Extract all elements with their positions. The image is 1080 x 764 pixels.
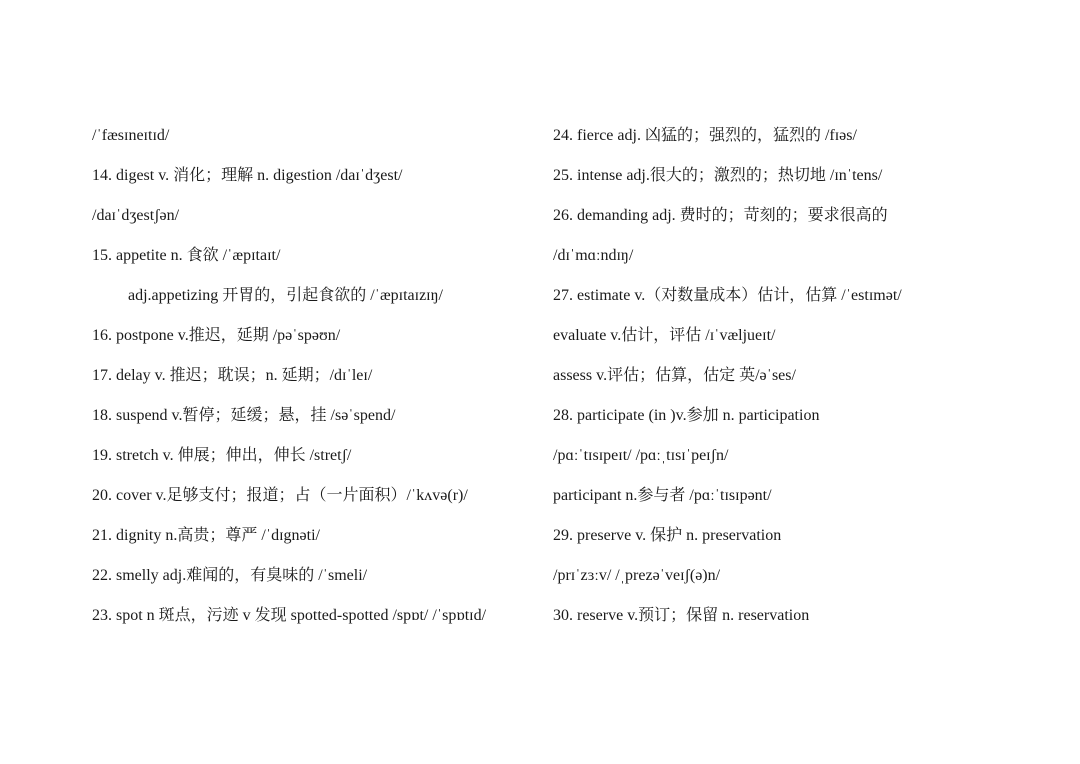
text-line: 19. stretch v. 伸展；伸出，伸长 /stretʃ/ [92,447,352,464]
left-column [92,116,542,636]
text-line: participant n.参与者 /pɑːˈtɪsɪpənt/ [553,487,772,504]
right-column [553,116,983,636]
text-line: 18. suspend v.暂停；延缓；悬，挂 /səˈspend/ [92,407,396,424]
text-line: 28. participate (in )v.参加 n. participation [553,407,820,424]
text-line: /prɪˈzɜːv/ /ˌprezəˈveɪʃ(ə)n/ [553,567,721,584]
text-line: 26. demanding adj. 费时的；苛刻的；要求很高的 [553,207,888,224]
text-line: 17. delay v. 推迟；耽误；n. 延期；/dɪˈleɪ/ [92,367,373,384]
text-line: 16. postpone v.推迟，延期 /pəˈspəʊn/ [92,327,341,344]
text-line: 27. estimate v.（对数量成本）估计，估算 /ˈestɪmət/ [553,287,902,304]
text-line: 21. dignity n.高贵；尊严 /ˈdɪgnəti/ [92,527,320,544]
text-line: 25. intense adj.很大的；激烈的；热切地 /ɪnˈtens/ [553,167,883,184]
text-line: 22. smelly adj.难闻的，有臭味的 /ˈsmeli/ [92,567,368,584]
text-line: 30. reserve v.预订；保留 n. reservation [553,607,810,624]
text-line: 14. digest v. 消化；理解 n. digestion /daɪˈdʒest/ [92,167,403,184]
text-line: 23. spot n 斑点，污迹 v 发现 spotted-spotted /spɒt/ /ˈspɒtɪd/ [92,607,487,624]
text-line: 24. fierce adj. 凶猛的；强烈的，猛烈的 /fɪəs/ [553,127,857,144]
text-line: evaluate v.估计，评估 /ɪˈvæljueɪt/ [553,327,776,344]
text-line: adj.appetizing 开胃的，引起食欲的 /ˈæpɪtaɪzɪŋ/ [128,287,443,304]
text-line: 29. preserve v. 保护 n. preservation [553,527,782,544]
text-line: assess v.评估；估算，估定 英/əˈses/ [553,367,796,384]
text-line: /daɪˈdʒestʃən/ [92,207,180,224]
text-line: 15. appetite n. 食欲 /ˈæpɪtaɪt/ [92,247,281,264]
text-line: /ˈfæsɪneɪtɪd/ [92,127,170,144]
text-line: 20. cover v.足够支付；报道；占（一片面积）/ˈkʌvə(r)/ [92,487,468,504]
text-line: /pɑːˈtɪsɪpeɪt/ /pɑːˌtɪsɪˈpeɪʃn/ [553,447,729,464]
text-line: /dɪˈmɑːndɪŋ/ [553,247,634,264]
